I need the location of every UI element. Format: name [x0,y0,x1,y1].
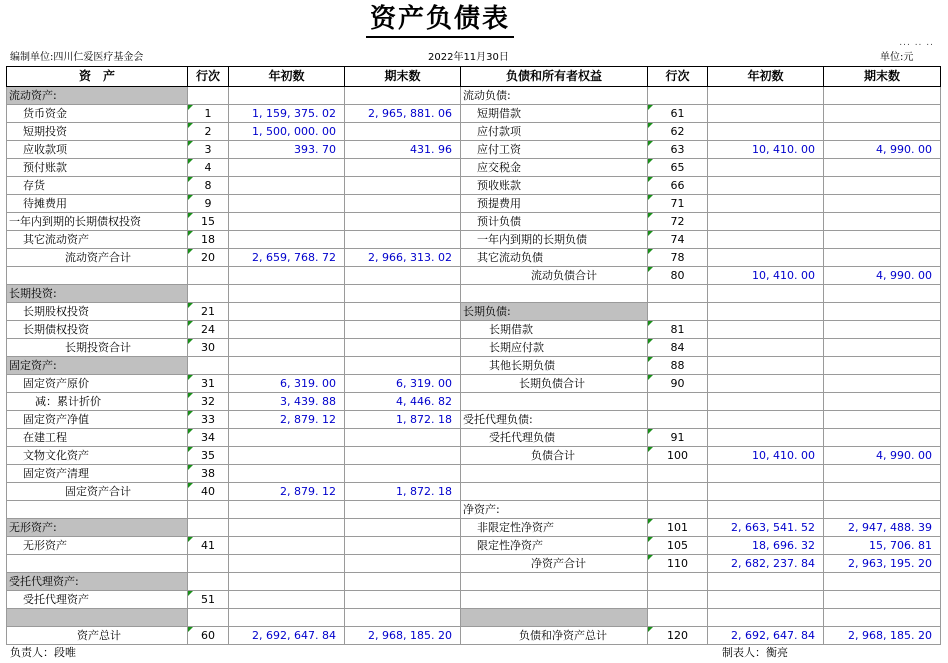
asset-beginning-value[interactable] [229,447,345,465]
liability-ending-value[interactable] [824,303,941,321]
table-row [7,447,941,465]
liability-beginning-value[interactable] [708,501,824,519]
liability-ending-value[interactable] [824,249,941,267]
liability-line-number[interactable]: 110 [648,555,708,573]
liability-item-name[interactable]: 净资产: [461,501,648,519]
asset-ending-value[interactable] [345,501,461,519]
asset-beginning-value[interactable] [229,321,345,339]
table-row [7,375,941,393]
asset-ending-value[interactable]: 6, 319. 00 [345,375,461,393]
corner-mark: ... .. .. [899,38,934,48]
asset-ending-value[interactable] [345,303,461,321]
liability-ending-value[interactable] [824,591,941,609]
table-row [7,303,941,321]
liability-item-name[interactable]: 预提费用 [461,195,648,213]
asset-ending-value[interactable]: 2, 966, 313. 02 [345,249,461,267]
table-row [7,231,941,249]
liability-beginning-value[interactable] [708,303,824,321]
liability-beginning-value[interactable] [708,429,824,447]
liability-line-number[interactable]: 88 [648,357,708,375]
asset-line-number[interactable]: 33 [188,411,229,429]
asset-ending-value[interactable] [345,591,461,609]
liability-item-name[interactable]: 受托代理负债 [461,429,648,447]
asset-item-name[interactable]: 待摊费用 [7,195,188,213]
liability-item-name[interactable] [461,393,648,411]
unit-label: 单位:元 [880,52,914,63]
header-beginning-balance-right: 年初数 [708,67,824,87]
asset-ending-value[interactable] [345,321,461,339]
liability-item-name[interactable]: 预收账款 [461,177,648,195]
asset-beginning-value[interactable]: 393. 70 [229,141,345,159]
liability-item-name[interactable]: 流动负债合计 [461,267,648,285]
asset-item-name[interactable]: 长期债权投资 [7,321,188,339]
asset-line-number[interactable] [188,285,229,303]
header-line-no: 行次 [188,67,229,87]
liability-ending-value[interactable] [824,285,941,303]
asset-line-number[interactable] [188,267,229,285]
asset-item-name[interactable]: 流动资产合计 [7,249,188,267]
liability-ending-value[interactable] [824,411,941,429]
liability-beginning-value[interactable] [708,285,824,303]
liability-item-name[interactable] [461,609,648,627]
liability-beginning-value[interactable] [708,249,824,267]
liability-line-number[interactable] [648,303,708,321]
asset-item-name[interactable]: 固定资产合计 [7,483,188,501]
asset-beginning-value[interactable] [229,609,345,627]
liability-line-number[interactable]: 61 [648,105,708,123]
table-row [7,105,941,123]
header-beginning-balance: 年初数 [229,67,345,87]
asset-ending-value[interactable] [345,87,461,105]
asset-beginning-value[interactable] [229,177,345,195]
asset-line-number[interactable]: 20 [188,249,229,267]
liability-ending-value[interactable] [824,357,941,375]
asset-item-name[interactable]: 在建工程 [7,429,188,447]
asset-item-name[interactable]: 存货 [7,177,188,195]
asset-item-name[interactable]: 长期股权投资 [7,303,188,321]
asset-line-number[interactable] [188,555,229,573]
asset-beginning-value[interactable] [229,267,345,285]
asset-beginning-value[interactable]: 2, 659, 768. 72 [229,249,345,267]
table-body [7,87,941,645]
liability-item-name[interactable]: 负债合计 [461,447,648,465]
liability-line-number[interactable]: 120 [648,627,708,645]
table-row [7,411,941,429]
asset-beginning-value[interactable]: 2, 879. 12 [229,411,345,429]
liability-beginning-value[interactable] [708,195,824,213]
asset-line-number[interactable]: 1 [188,105,229,123]
asset-ending-value[interactable] [345,555,461,573]
liability-beginning-value[interactable] [708,339,824,357]
liability-ending-value[interactable] [824,87,941,105]
liability-item-name[interactable] [461,573,648,591]
liability-item-name[interactable]: 预计负债 [461,213,648,231]
liability-item-name[interactable]: 应付工资 [461,141,648,159]
liability-beginning-value[interactable]: 2, 663, 541. 52 [708,519,824,537]
table-row [7,609,941,627]
liability-item-name[interactable]: 负债和净资产总计 [461,627,648,645]
asset-ending-value[interactable] [345,177,461,195]
liability-line-number[interactable]: 72 [648,213,708,231]
asset-item-name[interactable]: 固定资产原价 [7,375,188,393]
asset-beginning-value[interactable]: 6, 319. 00 [229,375,345,393]
liability-line-number[interactable] [648,573,708,591]
asset-beginning-value[interactable]: 2, 692, 647. 84 [229,627,345,645]
liability-line-number[interactable] [648,411,708,429]
liability-beginning-value[interactable]: 10, 410. 00 [708,447,824,465]
liability-item-name[interactable]: 长期负债: [461,303,648,321]
liability-item-name[interactable]: 净资产合计 [461,555,648,573]
liability-ending-value[interactable]: 2, 963, 195. 20 [824,555,941,573]
asset-ending-value[interactable] [345,195,461,213]
footer-preparer: 制表人：衡亮 [722,646,788,659]
asset-beginning-value[interactable] [229,303,345,321]
liability-beginning-value[interactable] [708,609,824,627]
asset-ending-value[interactable]: 4, 446. 82 [345,393,461,411]
asset-item-name[interactable]: 固定资产清理 [7,465,188,483]
asset-beginning-value[interactable] [229,231,345,249]
asset-ending-value[interactable] [345,609,461,627]
asset-line-number[interactable] [188,357,229,375]
table-row [7,627,941,645]
asset-ending-value[interactable]: 2, 965, 881. 06 [345,105,461,123]
asset-ending-value[interactable] [345,573,461,591]
liability-ending-value[interactable]: 4, 990. 00 [824,267,941,285]
report-title [0,2,880,38]
table-row [7,267,941,285]
liability-item-name[interactable] [461,483,648,501]
asset-item-name[interactable] [7,501,188,519]
header-line-no-right: 行次 [648,67,708,87]
liability-beginning-value[interactable] [708,465,824,483]
asset-ending-value[interactable] [345,231,461,249]
table-row [7,573,941,591]
asset-beginning-value[interactable] [229,537,345,555]
asset-line-number[interactable]: 24 [188,321,229,339]
asset-ending-value[interactable] [345,519,461,537]
asset-beginning-value[interactable]: 3, 439. 88 [229,393,345,411]
asset-line-number[interactable]: 8 [188,177,229,195]
liability-ending-value[interactable] [824,195,941,213]
liability-line-number[interactable]: 65 [648,159,708,177]
liability-beginning-value[interactable] [708,591,824,609]
liability-ending-value[interactable] [824,105,941,123]
liability-line-number[interactable]: 78 [648,249,708,267]
table-row [7,537,941,555]
liability-item-name[interactable]: 其他长期负债 [461,357,648,375]
asset-item-name[interactable]: 固定资产: [7,357,188,375]
asset-item-name[interactable]: 应收款项 [7,141,188,159]
asset-item-name[interactable]: 预付账款 [7,159,188,177]
liability-ending-value[interactable] [824,231,941,249]
asset-item-name[interactable]: 长期投资: [7,285,188,303]
asset-beginning-value[interactable]: 2, 879. 12 [229,483,345,501]
asset-line-number[interactable] [188,501,229,519]
asset-line-number[interactable]: 18 [188,231,229,249]
asset-ending-value[interactable]: 1, 872. 18 [345,411,461,429]
asset-item-name[interactable]: 减：累计折价 [7,393,188,411]
table-row [7,177,941,195]
asset-beginning-value[interactable] [229,285,345,303]
asset-ending-value[interactable] [345,123,461,141]
asset-line-number[interactable]: 31 [188,375,229,393]
asset-item-name[interactable]: 货币资金 [7,105,188,123]
asset-ending-value[interactable] [345,339,461,357]
asset-line-number[interactable] [188,573,229,591]
liability-beginning-value[interactable] [708,573,824,591]
liability-item-name[interactable]: 短期借款 [461,105,648,123]
asset-line-number[interactable]: 21 [188,303,229,321]
liability-line-number[interactable]: 74 [648,231,708,249]
asset-beginning-value[interactable]: 1, 159, 375. 02 [229,105,345,123]
liability-line-number[interactable]: 100 [648,447,708,465]
asset-ending-value[interactable] [345,159,461,177]
liability-beginning-value[interactable]: 2, 692, 647. 84 [708,627,824,645]
liability-item-name[interactable] [461,465,648,483]
liability-line-number[interactable]: 91 [648,429,708,447]
liability-beginning-value[interactable]: 18, 696. 32 [708,537,824,555]
liability-line-number[interactable]: 66 [648,177,708,195]
liability-ending-value[interactable] [824,339,941,357]
asset-beginning-value[interactable] [229,429,345,447]
liability-line-number[interactable]: 71 [648,195,708,213]
liability-ending-value[interactable] [824,177,941,195]
report-title-text: 资产负债表 [366,2,514,38]
table-row [7,87,941,105]
liability-ending-value[interactable] [824,501,941,519]
liability-ending-value[interactable] [824,393,941,411]
asset-item-name[interactable] [7,609,188,627]
liability-beginning-value[interactable] [708,393,824,411]
liability-ending-value[interactable] [824,573,941,591]
table-row [7,357,941,375]
asset-ending-value[interactable] [345,447,461,465]
liability-ending-value[interactable] [824,123,941,141]
asset-ending-value[interactable] [345,429,461,447]
liability-ending-value[interactable] [824,159,941,177]
asset-line-number[interactable]: 60 [188,627,229,645]
liability-line-number[interactable] [648,483,708,501]
liability-item-name[interactable]: 长期负债合计 [461,375,648,393]
liability-beginning-value[interactable] [708,357,824,375]
asset-item-name[interactable]: 无形资产 [7,537,188,555]
asset-line-number[interactable]: 15 [188,213,229,231]
asset-line-number[interactable] [188,519,229,537]
liability-line-number[interactable]: 62 [648,123,708,141]
asset-beginning-value[interactable] [229,357,345,375]
asset-ending-value[interactable]: 431. 96 [345,141,461,159]
liability-beginning-value[interactable]: 2, 682, 237. 84 [708,555,824,573]
table-row [7,249,941,267]
liability-ending-value[interactable] [824,375,941,393]
asset-item-name[interactable] [7,267,188,285]
liability-ending-value[interactable]: 15, 706. 81 [824,537,941,555]
liability-ending-value[interactable]: 4, 990. 00 [824,447,941,465]
asset-line-number[interactable]: 40 [188,483,229,501]
asset-beginning-value[interactable] [229,195,345,213]
table-row [7,483,941,501]
asset-ending-value[interactable] [345,537,461,555]
asset-beginning-value[interactable] [229,519,345,537]
liability-beginning-value[interactable] [708,105,824,123]
asset-item-name[interactable]: 受托代理资产 [7,591,188,609]
liability-beginning-value[interactable] [708,321,824,339]
liability-line-number[interactable]: 105 [648,537,708,555]
asset-beginning-value[interactable] [229,501,345,519]
table-row [7,465,941,483]
asset-item-name[interactable]: 一年内到期的长期债权投资 [7,213,188,231]
asset-line-number[interactable]: 35 [188,447,229,465]
table-row [7,429,941,447]
table-row [7,393,941,411]
liability-item-name[interactable]: 一年内到期的长期负债 [461,231,648,249]
header-assets: 资 产 [7,67,188,87]
asset-item-name[interactable]: 文物文化资产 [7,447,188,465]
table-row [7,195,941,213]
table-row [7,591,941,609]
asset-ending-value[interactable] [345,465,461,483]
asset-beginning-value[interactable] [229,339,345,357]
asset-ending-value[interactable] [345,285,461,303]
header-ending-balance-right: 期末数 [824,67,941,87]
asset-ending-value[interactable]: 1, 872. 18 [345,483,461,501]
balance-sheet-table [6,66,941,645]
asset-item-name[interactable]: 无形资产: [7,519,188,537]
asset-line-number[interactable]: 4 [188,159,229,177]
asset-line-number[interactable]: 3 [188,141,229,159]
asset-item-name[interactable]: 短期投资 [7,123,188,141]
liability-ending-value[interactable]: 2, 947, 488. 39 [824,519,941,537]
asset-beginning-value[interactable] [229,591,345,609]
asset-line-number[interactable]: 38 [188,465,229,483]
asset-item-name[interactable]: 流动资产: [7,87,188,105]
asset-beginning-value[interactable] [229,213,345,231]
asset-item-name[interactable]: 长期投资合计 [7,339,188,357]
liability-line-number[interactable]: 63 [648,141,708,159]
asset-item-name[interactable]: 受托代理资产: [7,573,188,591]
liability-line-number[interactable] [648,591,708,609]
liability-ending-value[interactable] [824,321,941,339]
asset-beginning-value[interactable]: 1, 500, 000. 00 [229,123,345,141]
asset-item-name[interactable]: 固定资产净值 [7,411,188,429]
liability-line-number[interactable] [648,609,708,627]
liability-beginning-value[interactable]: 10, 410. 00 [708,141,824,159]
liability-beginning-value[interactable] [708,375,824,393]
asset-beginning-value[interactable] [229,573,345,591]
liability-beginning-value[interactable] [708,411,824,429]
asset-line-number[interactable]: 51 [188,591,229,609]
asset-ending-value[interactable] [345,357,461,375]
asset-line-number[interactable]: 9 [188,195,229,213]
liability-item-name[interactable] [461,285,648,303]
liability-line-number[interactable]: 80 [648,267,708,285]
asset-line-number[interactable]: 30 [188,339,229,357]
liability-line-number[interactable] [648,465,708,483]
table-row [7,555,941,573]
table-row [7,519,941,537]
header-liabilities-equity: 负债和所有者权益 [461,67,648,87]
liability-line-number[interactable]: 84 [648,339,708,357]
report-date: 2022年11月30日 [428,52,509,63]
liability-beginning-value[interactable] [708,213,824,231]
liability-item-name[interactable]: 其它流动负债 [461,249,648,267]
liability-beginning-value[interactable] [708,123,824,141]
asset-beginning-value[interactable] [229,159,345,177]
liability-line-number[interactable]: 101 [648,519,708,537]
table-row [7,339,941,357]
asset-line-number[interactable]: 32 [188,393,229,411]
header-ending-balance: 期末数 [345,67,461,87]
table-row [7,159,941,177]
asset-line-number[interactable] [188,87,229,105]
footer-responsible-person: 负责人：段唯 [10,646,76,659]
liability-ending-value[interactable] [824,465,941,483]
asset-beginning-value[interactable] [229,465,345,483]
organization-label: 编制单位:四川仁爱医疗基金会 [10,52,144,63]
asset-item-name[interactable]: 资产总计 [7,627,188,645]
liability-item-name[interactable]: 长期借款 [461,321,648,339]
liability-line-number[interactable] [648,285,708,303]
liability-ending-value[interactable]: 4, 990. 00 [824,141,941,159]
liability-item-name[interactable] [461,591,648,609]
liability-beginning-value[interactable] [708,231,824,249]
liability-ending-value[interactable] [824,483,941,501]
asset-item-name[interactable] [7,555,188,573]
asset-ending-value[interactable] [345,213,461,231]
liability-ending-value[interactable] [824,213,941,231]
liability-ending-value[interactable] [824,429,941,447]
table-row [7,321,941,339]
asset-line-number[interactable]: 2 [188,123,229,141]
asset-line-number[interactable]: 34 [188,429,229,447]
liability-item-name[interactable]: 长期应付款 [461,339,648,357]
asset-beginning-value[interactable] [229,555,345,573]
liability-ending-value[interactable] [824,609,941,627]
table-header-row [7,67,941,87]
liability-beginning-value[interactable] [708,159,824,177]
table-row [7,213,941,231]
table-row [7,141,941,159]
liability-ending-value[interactable]: 2, 968, 185. 20 [824,627,941,645]
liability-beginning-value[interactable]: 10, 410. 00 [708,267,824,285]
liability-beginning-value[interactable] [708,87,824,105]
table-row [7,123,941,141]
liability-item-name[interactable]: 受托代理负债: [461,411,648,429]
liability-beginning-value[interactable] [708,177,824,195]
asset-line-number[interactable]: 41 [188,537,229,555]
liability-item-name[interactable]: 应付款项 [461,123,648,141]
asset-ending-value[interactable]: 2, 968, 185. 20 [345,627,461,645]
liability-item-name[interactable]: 流动负债: [461,87,648,105]
table-row [7,285,941,303]
liability-item-name[interactable]: 非限定性净资产 [461,519,648,537]
liability-line-number[interactable]: 81 [648,321,708,339]
liability-item-name[interactable]: 应交税金 [461,159,648,177]
asset-ending-value[interactable] [345,267,461,285]
asset-beginning-value[interactable] [229,87,345,105]
liability-line-number[interactable]: 90 [648,375,708,393]
asset-line-number[interactable] [188,609,229,627]
liability-item-name[interactable]: 限定性净资产 [461,537,648,555]
liability-line-number[interactable] [648,501,708,519]
liability-beginning-value[interactable] [708,483,824,501]
table-row [7,501,941,519]
liability-line-number[interactable] [648,87,708,105]
liability-line-number[interactable] [648,393,708,411]
asset-item-name[interactable]: 其它流动资产 [7,231,188,249]
